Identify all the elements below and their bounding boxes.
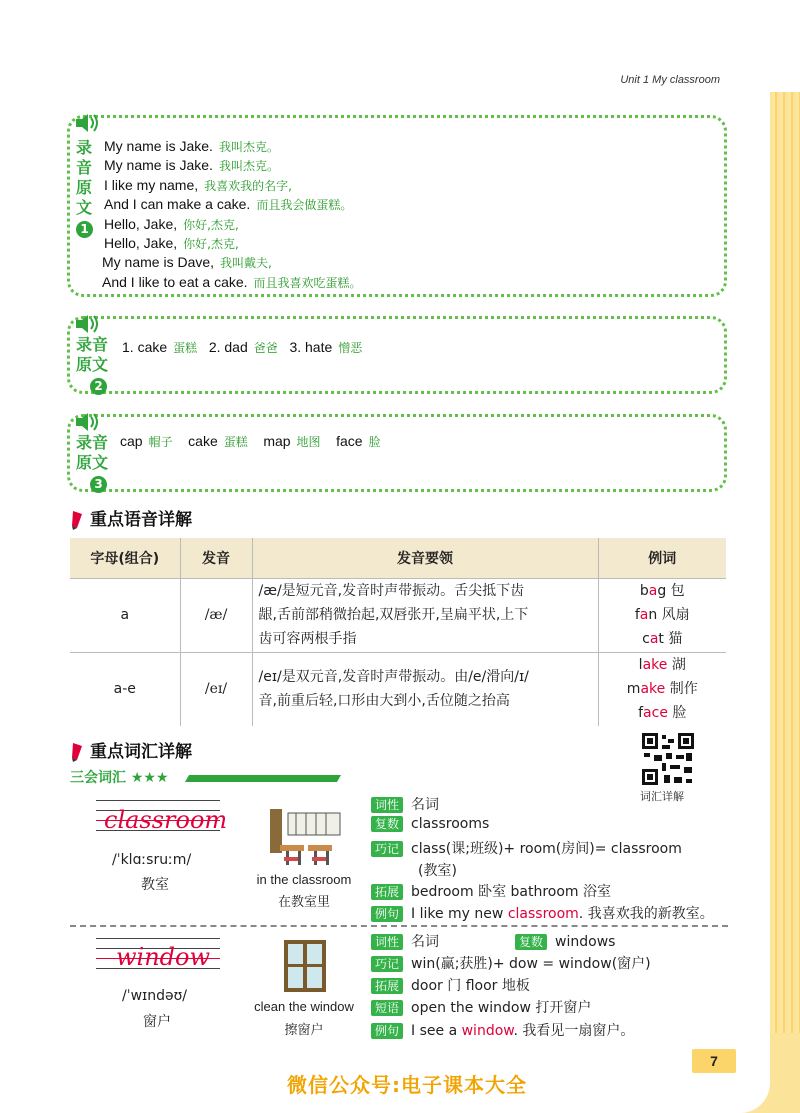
transcript-line: My name is Jake. 我叫杰克。 [104, 138, 279, 154]
transcript-line: cap 帽子 cake 蛋糕 map 地图 face 脸 [120, 433, 381, 449]
window-illustration [282, 938, 328, 994]
recording-label [76, 138, 93, 238]
word-handwriting: classroom [104, 806, 228, 834]
number-badge: 1 [76, 221, 93, 238]
stars-rating: ★★★ [130, 770, 169, 786]
cell-letter: a-e [70, 652, 180, 726]
transcript-line: My name is Dave, 我叫戴夫, [102, 254, 272, 271]
table-header-row [70, 538, 726, 578]
example-word: face 脸 [638, 705, 687, 722]
example-word: make 制作 [626, 681, 698, 698]
cell-sound: /eɪ/ [180, 652, 252, 726]
tip-line: 龈,舌前部稍微抬起,双唇张开,呈扁平状,上下 [258, 607, 529, 623]
label-text: 原文 [76, 355, 109, 374]
vocab-row: 巧记 win(赢;获胜)+ dow = window(窗户) [371, 953, 651, 973]
pencil-icon [70, 510, 84, 530]
label-char: 原 [76, 178, 93, 197]
transcript-line: I like my name, 我喜欢我的名字, [104, 176, 292, 193]
illustration-caption: clean the window [254, 999, 354, 1014]
phonetic: /ˈklɑːsruːm/ [112, 852, 192, 868]
vocab-row-example: 例句 I see a window. 我看见一扇窗户。 [371, 1020, 634, 1040]
qr-code[interactable] [640, 731, 696, 787]
label-text: 录音 [76, 335, 109, 354]
speaker-icon [74, 313, 100, 335]
transcript-line: Hello, Jake, 你好,杰克, [104, 215, 239, 232]
word-meaning: 教室 [141, 877, 169, 893]
vocab-row: 词性 名词 [371, 794, 439, 814]
tip-line: 齿可容两根手指 [258, 631, 357, 647]
col-tips: 发音要领 [252, 538, 598, 578]
vocab-row: 短语 open the window 打开窗户 [371, 997, 591, 1017]
speaker-icon [74, 112, 100, 134]
page-number: 7 [692, 1049, 736, 1073]
green-divider [185, 775, 341, 782]
table-row [70, 578, 726, 652]
word-handwriting: window [116, 943, 211, 971]
phonics-table [70, 538, 726, 726]
transcript-line: Hello, Jake, 你好,杰克, [104, 235, 239, 251]
col-letter: 字母(组合) [70, 538, 180, 578]
illustration-caption-cn: 在教室里 [277, 895, 330, 910]
classroom-illustration [266, 801, 344, 869]
example-word: bag 包 [639, 583, 685, 599]
level-label: 三会词汇 ★★★ [70, 770, 169, 786]
label-char: 文 [76, 198, 93, 217]
word-meaning: 窗户 [143, 1014, 171, 1030]
speaker-icon [74, 411, 100, 433]
recording-box-2 [67, 316, 727, 394]
recording-box-3 [67, 414, 727, 492]
vocab-row: 拓展 door 门 floor 地板 [371, 975, 530, 995]
watermark: 微信公众号:电子课本大全 [287, 1073, 527, 1097]
qr-label: 词汇详解 [640, 790, 684, 803]
transcript-line: 1. cake 蛋糕 2. dad 爸爸 3. hate 憎恶 [122, 339, 363, 355]
unit-header: Unit 1 My classroom [620, 74, 720, 86]
cell-examples [598, 652, 726, 726]
vocab-row: 巧记 class(课;班级)+ room(房间)= classroom [371, 838, 682, 858]
transcript-line: My name is Jake. 我叫杰克。 [104, 157, 279, 174]
vocab-row-continued: (教室) [418, 863, 457, 879]
example-word: fan 风扇 [634, 607, 690, 623]
illustration-caption-cn: 擦窗户 [284, 1023, 324, 1038]
vocab-row: 词性 名词 复数 windows [371, 931, 615, 951]
table-row [70, 652, 726, 726]
cell-sound: /æ/ [180, 578, 252, 652]
illustration-caption: in the classroom [256, 872, 352, 887]
section-title-vocab: 重点词汇详解 [70, 737, 192, 762]
example-word: cat 猫 [642, 631, 683, 647]
cell-tips [252, 578, 598, 652]
pencil-icon [70, 742, 84, 762]
number-badge: 2 [90, 378, 107, 395]
tip-line: 音,前重后轻,口形由大到小,舌位随之抬高 [258, 693, 510, 710]
cell-letter: a [70, 578, 180, 652]
label-text: 原文 [76, 453, 109, 472]
divider [70, 925, 728, 927]
label-char: 录 [76, 138, 93, 157]
col-sound: 发音 [180, 538, 252, 578]
label-text: 录音 [76, 433, 109, 452]
cell-examples [598, 578, 726, 652]
transcript-line: And I like to eat a cake. 而且我喜欢吃蛋糕。 [102, 273, 362, 290]
tip-line: /æ/是短元音,发音时声带振动。舌尖抵下齿 [258, 583, 525, 599]
number-badge: 3 [90, 476, 107, 493]
section-title-phonics: 重点语音详解 [70, 505, 192, 530]
recording-box-1 [67, 115, 727, 297]
cell-tips [252, 652, 598, 726]
recording-label [76, 433, 108, 493]
col-examples: 例词 [598, 538, 726, 578]
label-char: 音 [76, 158, 93, 177]
transcript-line: And I can make a cake. 而且我会做蛋糕。 [104, 196, 353, 213]
vocab-row: 复数 classrooms [371, 816, 489, 832]
recording-label [76, 335, 108, 395]
vocab-row: 拓展 bedroom 卧室 bathroom 浴室 [371, 881, 611, 901]
example-word: lake 湖 [638, 657, 686, 674]
phonetic: /ˈwɪndəʊ/ [122, 988, 187, 1004]
tip-line: /eɪ/是双元音,发音时声带振动。由/e/滑向/ɪ/ [258, 669, 529, 686]
vocab-row-example: 例句 I like my new classroom. 我喜欢我的新教室。 [371, 903, 714, 923]
